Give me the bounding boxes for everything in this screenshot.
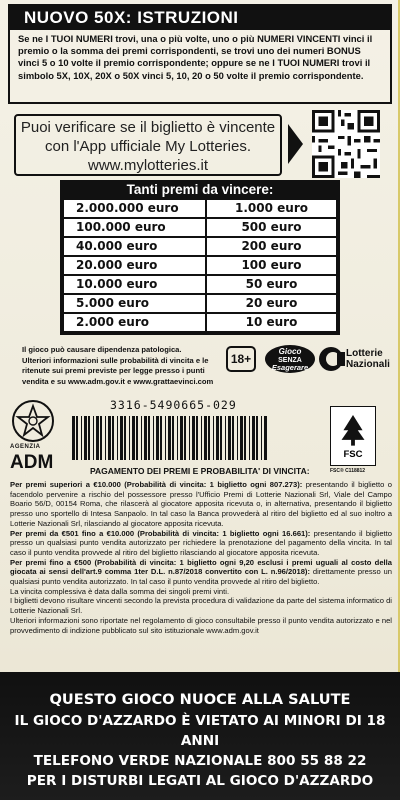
fsc-code: FSC® C118812: [330, 468, 366, 474]
qr-code-icon[interactable]: [312, 110, 380, 178]
payment-p4: La vincita complessiva è data dalla somma dei singoli premi vinti.: [10, 586, 230, 596]
gioco-logo-l1: Gioco: [278, 347, 302, 356]
warning-line: Il gioco può causare dipendenza patologica.: [22, 345, 182, 354]
prize-right: 500 euro: [206, 218, 337, 237]
prize-row: [63, 275, 337, 294]
health-warning-footer: [0, 672, 400, 800]
gioco-senza-esagerare-logo: [264, 344, 316, 374]
right-arrow-icon: [288, 124, 303, 164]
prize-left: 40.000 euro: [63, 237, 206, 256]
payment-p3-bold: Per premi fino a €500 (Probabilità di vincita: 1 biglietto ogni 9,20 esclusi i premi uguali al costo della giocata ai sensi dell'art.9 comma 1ter D.L. n.87/2018 convertito con L. n.96/2018):: [10, 557, 392, 577]
prize-row: [63, 313, 337, 332]
italian-republic-emblem-icon: [10, 398, 56, 444]
lotterie-text-l2: Nazionali: [346, 359, 390, 370]
prize-left: 2.000 euro: [63, 313, 206, 332]
footer-line-2: IL GIOCO D'AZZARDO È VIETATO AI MINORI DI 18 ANNI: [14, 713, 386, 749]
promo-url: www.mylotteries.it: [87, 157, 209, 174]
prize-right: 20 euro: [206, 294, 337, 313]
prize-left: 20.000 euro: [63, 256, 206, 275]
fsc-label: FSC: [343, 449, 363, 461]
prize-left: 5.000 euro: [63, 294, 206, 313]
instructions-text: Se ne I TUOI NUMERI trovi, una o più volte, uno o più NUMERI VINCENTI vinci il premio o la somma dei premi corrispondenti, se trovi uno dei numeri BONUS vinci 5 o 10 volte il premio corrispondente; oppure se ne I TUOI NUMERI trovi il simbolo 5X, 10X, 20X o 50X vinci 5, 10, 20 o 50 volte il premio corrispondente.: [8, 30, 392, 104]
prize-right: 100 euro: [206, 256, 337, 275]
fsc-logo-icon: [330, 406, 376, 466]
prize-left: 2.000.000 euro: [63, 199, 206, 218]
responsible-gaming-warning: [22, 345, 220, 387]
warning-line: ritenute sui premi previste per legge presso i punti: [22, 366, 205, 375]
prize-right: 50 euro: [206, 275, 337, 294]
instructions-title: NUOVO 50X: ISTRUZIONI: [8, 4, 392, 30]
footer-line-1: QUESTO GIOCO NUOCE ALLA SALUTE: [49, 691, 351, 708]
payment-p5: I biglietti devono risultare vincenti secondo la prevista procedura di validazione da parte del sistema informatico di Lotterie Nazionali Srl.: [10, 596, 392, 616]
payment-p2-text: presentando il biglietto presso un qualsiasi punto vendita autorizzato per richiedere la prenotazione del pagamento della vincita. In tal caso il punto vendita provvede al ritiro del biglietto rilasciando al giocatore apposita ricevuta.: [10, 528, 392, 557]
promo-line-1: Puoi verificare se il biglietto è vincente: [20, 119, 276, 136]
prize-row: [63, 218, 337, 237]
warning-line: Ulteriori informazioni sulle probabilità di vincita e le: [22, 355, 209, 365]
prize-row: [63, 294, 337, 313]
payment-p1-bold: Per premi superiori a €10.000 (Probabilità di vincita: 1 biglietto ogni 807.273):: [10, 480, 303, 489]
payment-info: [10, 480, 392, 635]
footer-line-3: TELEFONO VERDE NAZIONALE 800 55 88 22: [33, 753, 367, 769]
promo-line-2: con l'App ufficiale My Lotteries.: [44, 138, 252, 155]
prize-right: 1.000 euro: [206, 199, 337, 218]
prize-right: 200 euro: [206, 237, 337, 256]
prize-row: [63, 237, 337, 256]
lotterie-text-l1: Lotterie: [346, 348, 383, 359]
agency-label: AGENZIA: [10, 444, 41, 450]
prize-row: [63, 199, 337, 218]
prize-table: [60, 180, 340, 335]
prize-left: 10.000 euro: [63, 275, 206, 294]
prize-row: [63, 256, 337, 275]
ticket-serial-number: 3316-5490665-029: [110, 398, 237, 412]
payment-title: PAGAMENTO DEI PREMI E PROBABILITA' DI VINCITA:: [90, 466, 310, 476]
footer-line-4: PER I DISTURBI LEGATI AL GIOCO D'AZZARDO: [26, 773, 374, 789]
lotterie-nazionali-text: [346, 348, 390, 370]
payment-p3-text: direttamente presso un qualsiasi punto vendita autorizzato. In tal caso il punto vendita provvede al ritiro del biglietto.: [10, 567, 393, 587]
prize-right: 10 euro: [206, 313, 337, 332]
age-18-badge: 18+: [226, 346, 256, 372]
agency-name: ADM: [10, 452, 54, 473]
barcode[interactable]: [70, 416, 270, 460]
app-promo-box: [14, 114, 282, 176]
gioco-logo-l2: SENZA: [278, 357, 302, 364]
gioco-logo-l3: Esagerare: [271, 363, 309, 372]
payment-p6: Ulteriori informazioni sono riportate nel regolamento di gioco consultabile presso il punto vendita autorizzato e nel provvedimento di indizione pubblicato sul sito istituzionale www.adm.gov.it: [10, 615, 392, 635]
warning-line: vendita e su www.adm.gov.it e www.grattaevinci.com: [22, 376, 214, 386]
payment-p2-bold: Per premi da €501 fino a €10.000 (Probabilità di vincita: 1 biglietto ogni 16.661):: [10, 528, 311, 538]
prize-table-title: Tanti premi da vincere:: [126, 182, 274, 197]
payment-p1-text: presentando il biglietto o facendolo pervenire a rischio del possessore presso l'Ufficio Premi di Lotterie Nazionali Srl, Viale del Campo Boario 56/D, 00154 Roma, che rilascerà al giocatore apposita ricevuta o, in alternativa, presentando il biglietto presso uno sportello di Intesa Sanpaolo. In tal caso la Banca provvederà al ritiro del biglietto ed al suo inoltro a Lotterie Nazionali Srl, rilasciando al giocatore apposita ricevuta.: [10, 480, 392, 528]
prize-left: 100.000 euro: [63, 218, 206, 237]
